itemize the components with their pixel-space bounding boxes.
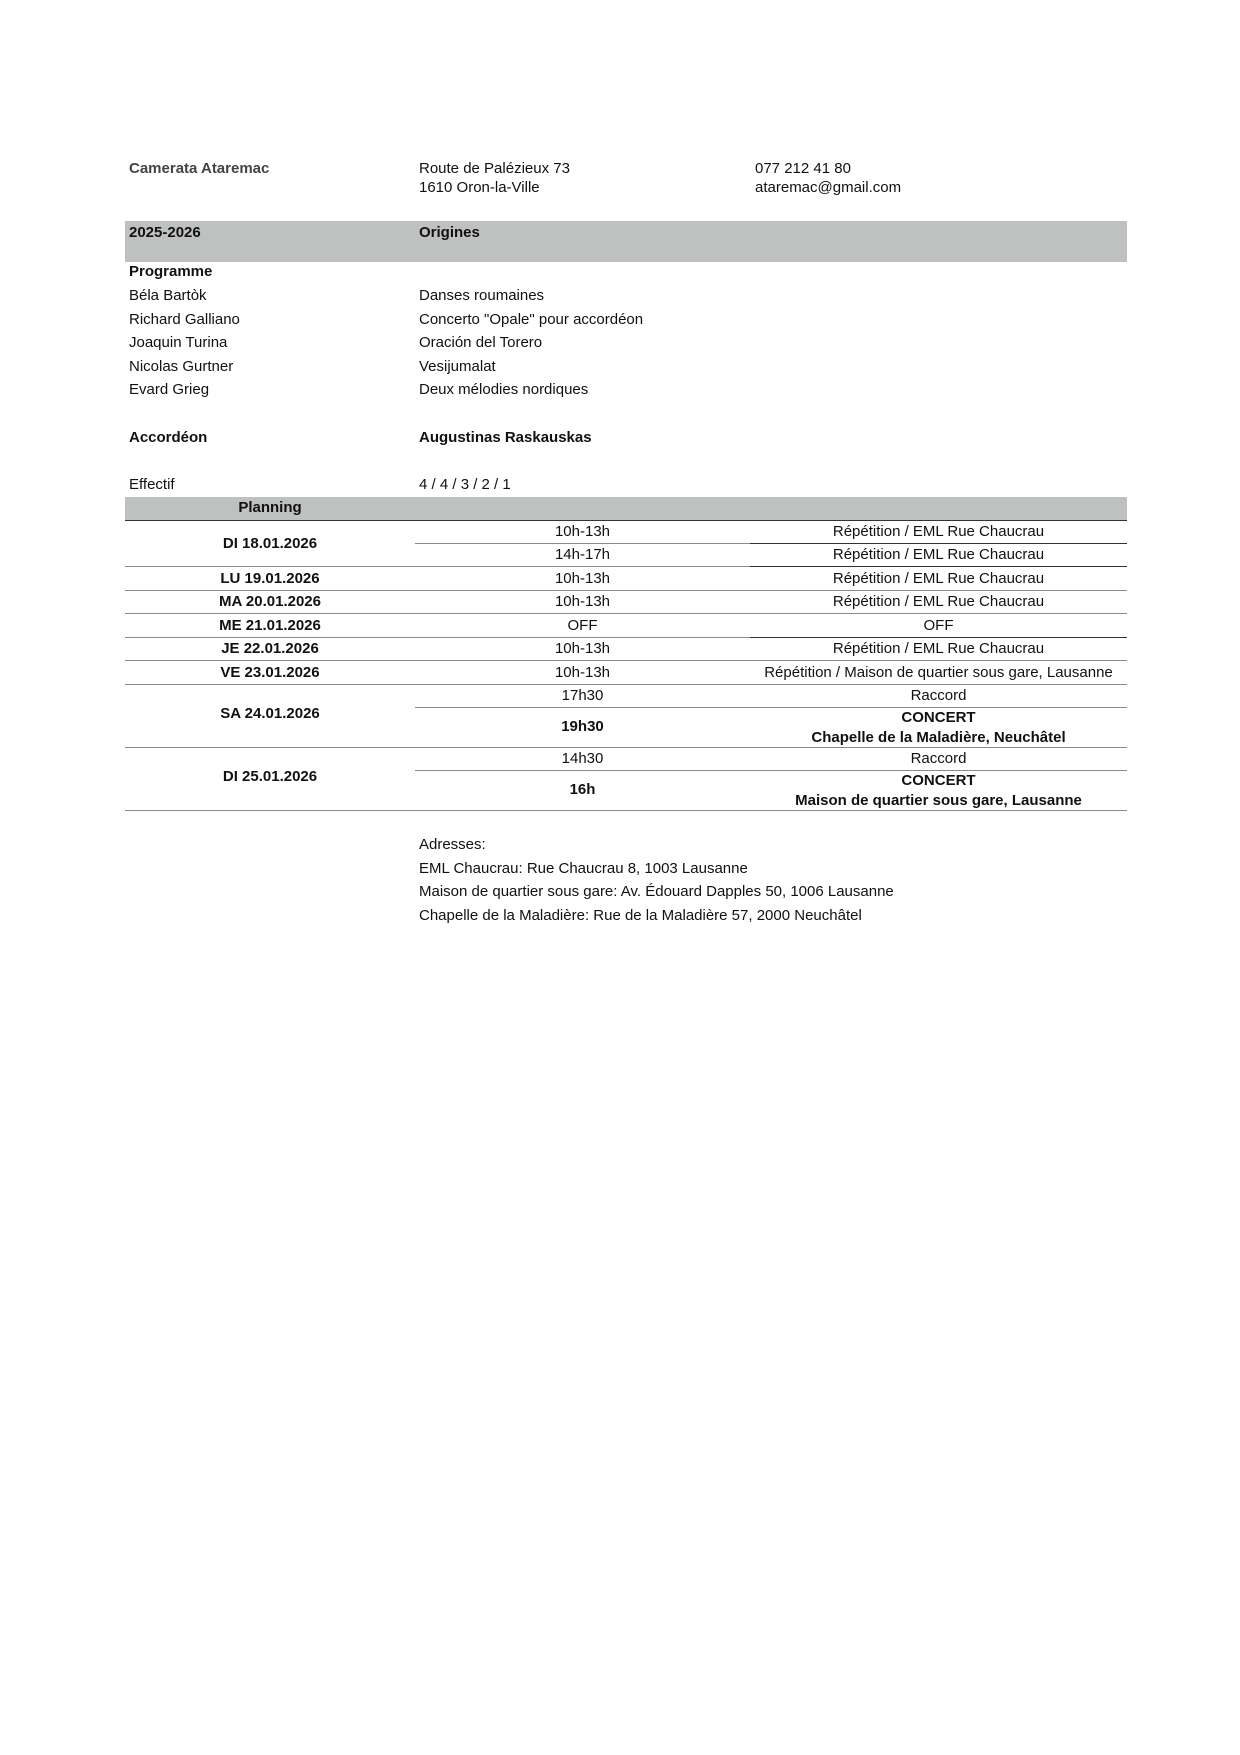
address-item: EML Chaucrau: Rue Chaucrau 8, 1003 Lausanne — [419, 860, 748, 877]
divider — [125, 684, 1127, 685]
composer: Joaquin Turina — [129, 334, 228, 351]
divider — [125, 590, 1127, 591]
composer: Evard Grieg — [129, 381, 210, 398]
work: Vesijumalat — [419, 358, 496, 375]
season-year: 2025-2026 — [129, 224, 201, 241]
work: Concerto "Opale" pour accordéon — [419, 311, 644, 328]
effectif-label: Effectif — [129, 476, 175, 493]
composer: Nicolas Gurtner — [129, 358, 234, 375]
divider — [125, 566, 750, 567]
address-line2: 1610 Oron-la-Ville — [419, 179, 540, 196]
composer: Richard Galliano — [129, 311, 240, 328]
planning-time: 10h-13h — [554, 570, 611, 587]
effectif-value: 4 / 4 / 3 / 2 / 1 — [419, 476, 511, 493]
season-title: Origines — [419, 224, 480, 241]
planning-time: 19h30 — [561, 718, 604, 735]
planning-venue: Chapelle de la Maladière, Neuchâtel — [811, 729, 1066, 746]
planning-date: VE 23.01.2026 — [220, 664, 320, 681]
divider — [125, 747, 1127, 748]
planning-date: DI 25.01.2026 — [222, 768, 318, 785]
planning-activity: OFF — [923, 617, 954, 634]
planning-activity: CONCERT — [901, 709, 976, 726]
divider — [125, 520, 1127, 521]
programme-heading: Programme — [129, 263, 213, 280]
planning-date: SA 24.01.2026 — [220, 705, 320, 722]
planning-date: MA 20.01.2026 — [218, 593, 321, 610]
planning-activity: Raccord — [910, 687, 967, 704]
planning-activity: Répétition / EML Rue Chaucrau — [832, 640, 1045, 657]
planning-date: JE 22.01.2026 — [221, 640, 319, 657]
planning-activity: Répétition / EML Rue Chaucrau — [832, 546, 1045, 563]
planning-activity: Répétition / EML Rue Chaucrau — [832, 593, 1045, 610]
planning-time: 10h-13h — [554, 664, 611, 681]
divider — [750, 637, 1127, 638]
work: Oración del Torero — [419, 334, 543, 351]
planning-heading: Planning — [238, 499, 302, 516]
planning-time: 16h — [569, 781, 596, 798]
addresses-heading: Adresses: — [419, 836, 486, 853]
address-item: Chapelle de la Maladière: Rue de la Maladière 57, 2000 Neuchâtel — [419, 907, 862, 924]
divider — [125, 810, 1127, 811]
address-line1: Route de Palézieux 73 — [419, 160, 570, 177]
planning-time: OFF — [567, 617, 598, 634]
divider — [125, 637, 750, 638]
planning-activity: Répétition / EML Rue Chaucrau — [832, 523, 1045, 540]
planning-activity: CONCERT — [901, 772, 976, 789]
divider — [125, 660, 1127, 661]
soloist-instrument: Accordéon — [129, 429, 208, 446]
address-item: Maison de quartier sous gare: Av. Édouard Dapples 50, 1006 Lausanne — [419, 883, 894, 900]
planning-activity: Répétition / Maison de quartier sous gare, Lausanne — [764, 664, 1113, 681]
planning-time: 14h30 — [561, 750, 604, 767]
planning-time: 10h-13h — [554, 593, 611, 610]
planning-time: 17h30 — [561, 687, 604, 704]
work: Danses roumaines — [419, 287, 545, 304]
divider — [750, 543, 1127, 544]
divider — [125, 613, 1127, 614]
season-band — [125, 221, 1127, 262]
planning-venue: Maison de quartier sous gare, Lausanne — [795, 792, 1082, 809]
soloist-name: Augustinas Raskauskas — [419, 429, 592, 446]
planning-time: 14h-17h — [554, 546, 611, 563]
planning-date: LU 19.01.2026 — [220, 570, 320, 587]
work: Deux mélodies nordiques — [419, 381, 589, 398]
composer: Béla Bartòk — [129, 287, 207, 304]
email[interactable]: ataremac@gmail.com — [755, 179, 902, 196]
planning-time: 10h-13h — [554, 523, 611, 540]
planning-date: DI 18.01.2026 — [222, 535, 318, 552]
planning-activity: Répétition / EML Rue Chaucrau — [832, 570, 1045, 587]
planning-date: ME 21.01.2026 — [219, 617, 321, 634]
divider — [750, 566, 1127, 567]
divider — [415, 543, 750, 544]
planning-activity: Raccord — [910, 750, 967, 767]
phone: 077 212 41 80 — [755, 160, 851, 177]
org-name: Camerata Ataremac — [129, 160, 270, 177]
planning-time: 10h-13h — [554, 640, 611, 657]
